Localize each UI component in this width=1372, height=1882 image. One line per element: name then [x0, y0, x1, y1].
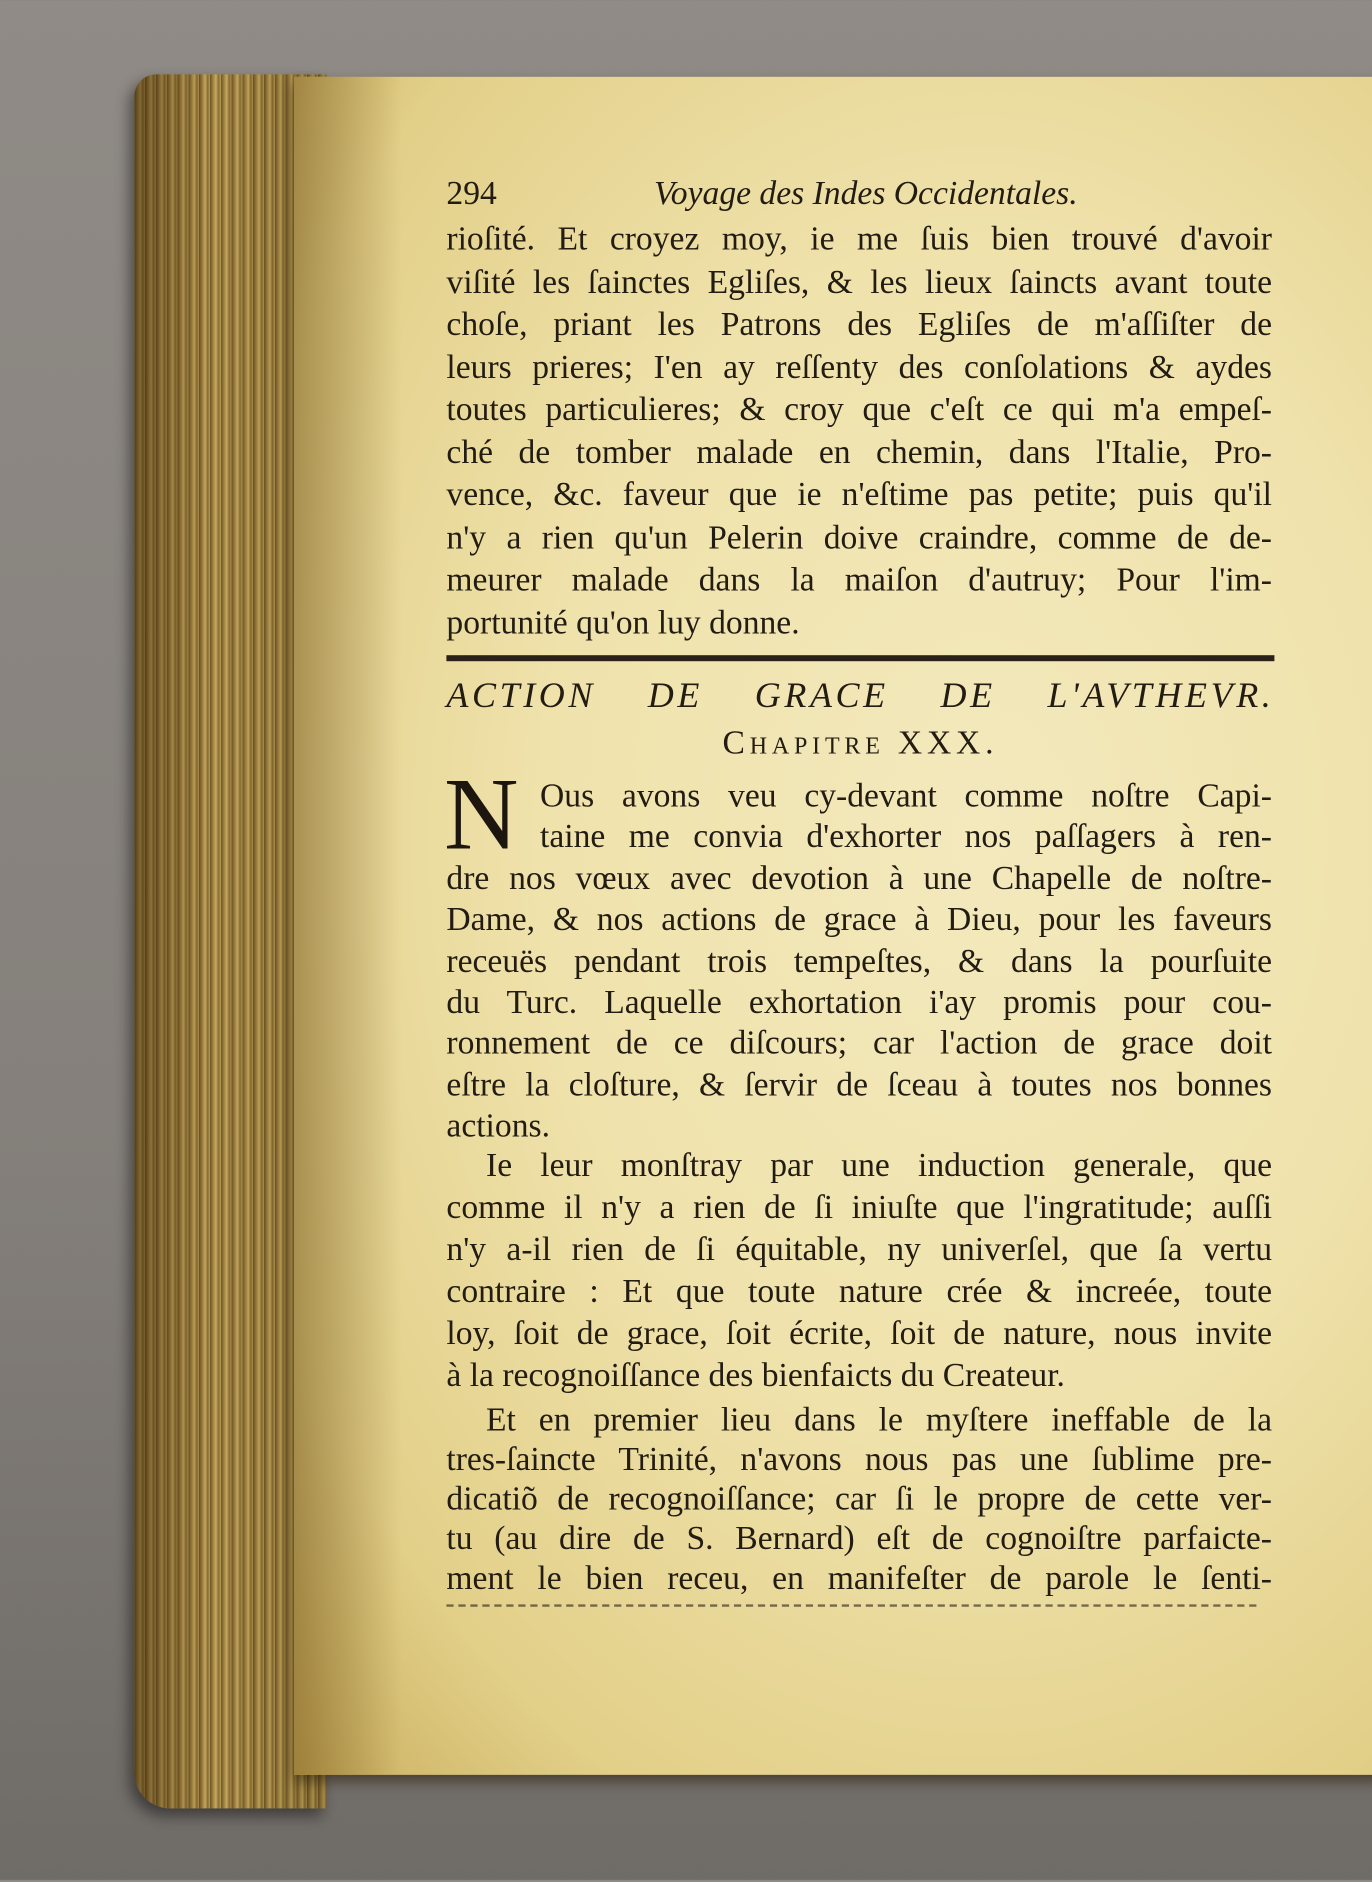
text-line: vence, &c. faveur que ie n'eſtime pas petite; puis qu'il: [446, 476, 1272, 514]
page-number: 294: [446, 175, 497, 213]
text-line: contraire : Et que toute nature crée & increée, toute: [446, 1273, 1272, 1311]
text-line: actions.: [446, 1107, 550, 1146]
text-line: ment le bien receu, en manifeſter de parole le ſenti-: [446, 1560, 1272, 1598]
text-line: n'y a-il rien de ſi équitable, ny univerſel, que ſa vertu: [446, 1231, 1272, 1269]
text-line: Ie leur monſtray par une induction generale, que: [486, 1147, 1273, 1185]
text-line: du Turc. Laquelle exhortation i'ay promis pour cou-: [446, 984, 1272, 1022]
text-line: tres-ſaincte Trinité, n'avons nous pas une ſublime pre-: [446, 1441, 1272, 1479]
drop-cap: N: [444, 756, 519, 872]
chapter-number: Chapitre XXX.: [722, 724, 999, 762]
text-line: comme il n'y a rien de ſi iniuſte que l'ingratitude; auſſi: [446, 1189, 1272, 1227]
text-line: Ous avons veu cy-devant comme noſtre Capi-: [540, 777, 1272, 815]
text-line: portunité qu'on luy donne.: [446, 604, 800, 642]
text-line: rioſité. Et croyez moy, ie me ſuis bien trouvé d'avoir: [446, 220, 1272, 258]
text-line: Dame, & nos actions de grace à Dieu, pour les faveurs: [446, 901, 1272, 939]
running-title: Voyage des Indes Occidentales.: [654, 175, 1078, 213]
text-line: receuës pendant trois tempeſtes, & dans la pourſuite: [446, 942, 1272, 980]
text-line: toutes particulieres; & croy que c'eſt ce qui m'a empeſ-: [446, 391, 1272, 429]
text-line: choſe, priant les Patrons des Egliſes de m'aſſiſter de: [446, 306, 1272, 344]
text-line: dicatiõ de recognoiſſance; car ſi le propre de cette ver-: [446, 1480, 1272, 1518]
chapter-divider-rule: [446, 655, 1274, 661]
text-line: viſité les ſainctes Egliſes, & les lieux ſaincts avant toute: [446, 263, 1272, 301]
text-line: loy, ſoit de grace, ſoit écrite, ſoit de nature, nous invite: [446, 1315, 1272, 1353]
text-line: meurer malade dans la maiſon d'autruy; Pour l'im-: [446, 561, 1272, 599]
text-line: Et en premier lieu dans le myſtere ineffable de la: [486, 1401, 1273, 1439]
text-line: à la recognoiſſance des bienfaicts du Createur.: [446, 1357, 1065, 1395]
text-line: n'y a rien qu'un Pelerin doive craindre, comme de de-: [446, 519, 1272, 557]
text-line: eſtre la cloſture, & ſervir de ſceau à toutes nos bonnes: [446, 1066, 1272, 1104]
text-line: ché de tomber malade en chemin, dans l'Italie, Pro-: [446, 433, 1272, 472]
text-line: dre nos vœux avec devotion à une Chapelle de noſtre-: [446, 860, 1272, 898]
underline-marks: [446, 1604, 1256, 1606]
text-line: tu (au dire de S. Bernard) eſt de cognoiſtre parfaicte-: [446, 1520, 1272, 1558]
chapter-title: ACTION DE GRACE DE L'AVTHEVR.: [446, 675, 1275, 716]
text-line: leurs prieres; I'en ay reſſenty des conſolations & aydes: [446, 348, 1272, 386]
text-line: taine me convia d'exhorter nos paſſagers à ren-: [540, 818, 1272, 857]
text-line: ronnement de ce diſcours; car l'action de grace doit: [446, 1025, 1272, 1063]
